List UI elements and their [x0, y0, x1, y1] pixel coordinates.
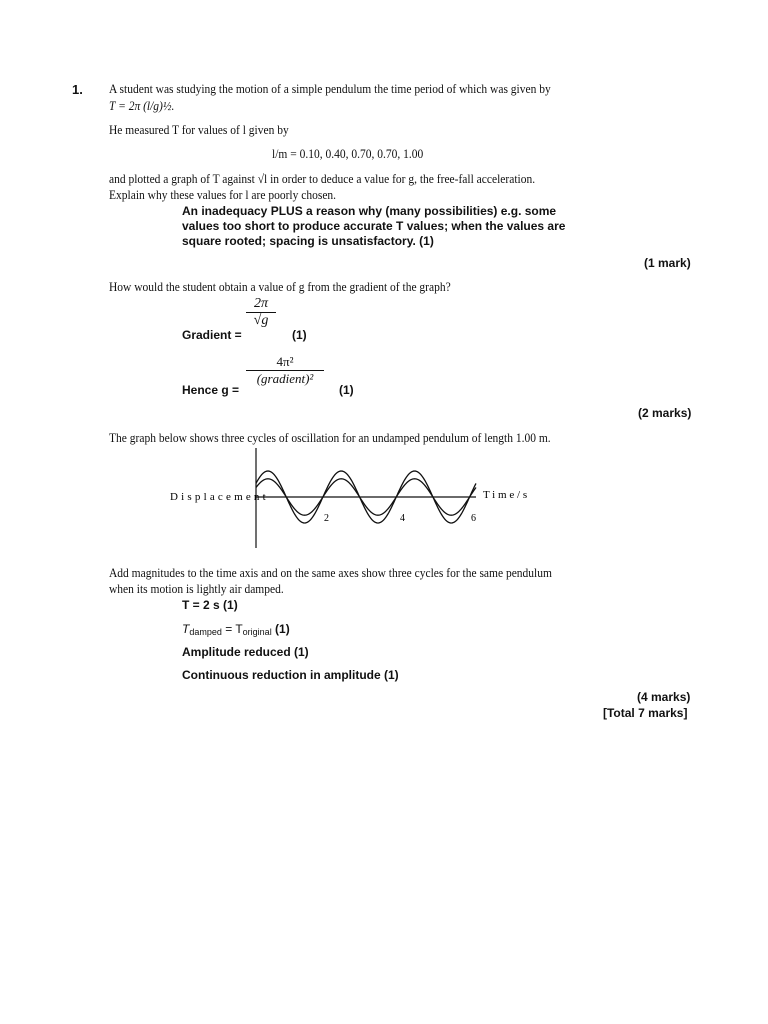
marks-4: (4 marks) — [637, 690, 691, 704]
hence-fraction — [246, 354, 324, 387]
oscillation-graph — [160, 440, 540, 555]
question-number: 1. — [72, 82, 83, 97]
measured-text: He measured T for values of l given by — [109, 123, 289, 137]
gradient-numerator: 2π — [253, 296, 268, 311]
answer-continuous: Continuous reduction in amplitude (1) — [182, 668, 399, 682]
hence-mark: (1) — [339, 383, 354, 397]
subscript-original: original — [242, 627, 272, 637]
marks-1: (1 mark) — [644, 256, 691, 270]
hence-label: Hence g = — [182, 383, 240, 397]
answer1-line1: An inadequacy PLUS a reason why (many possibilities) e.g. some — [182, 204, 557, 218]
tick-label-6: 6 — [471, 513, 476, 524]
part2-question: How would the student obtain a value of g from the gradient of the graph? — [109, 280, 451, 294]
question-intro: A student was studying the motion of a simple pendulum the time period of which was given by — [109, 82, 551, 96]
marks-2: (2 marks) — [638, 406, 692, 420]
mark-1: (1) — [271, 622, 290, 636]
period-formula: T = 2π (l/g)½. — [109, 99, 175, 113]
answer-amplitude: Amplitude reduced (1) — [182, 645, 309, 659]
task-line2: when its motion is lightly air damped. — [109, 582, 284, 596]
answer-period: T = 2 s (1) — [182, 598, 238, 612]
tick-label-2: 2 — [324, 513, 329, 524]
t-symbol-1: T — [182, 622, 190, 636]
hence-denominator: (gradient)² — [246, 370, 324, 387]
plotted-text: and plotted a graph of T against √l in order to deduce a value for g, the free-fall acceleration. — [109, 172, 536, 186]
total-marks: [Total 7 marks] — [603, 706, 688, 720]
gradient-mark: (1) — [292, 328, 307, 342]
gradient-label: Gradient = — [182, 328, 242, 342]
equals-t: = T — [221, 622, 243, 636]
answer-period-equal — [182, 622, 290, 637]
subscript-damped: damped — [189, 627, 222, 637]
gradient-denominator: √g — [246, 312, 276, 329]
task-line1: Add magnitudes to the time axis and on the same axes show three cycles for the same pendulum — [109, 566, 552, 580]
explain-text: Explain why these values for l are poorly chosen. — [109, 188, 337, 202]
y-axis-label: Displacement — [170, 491, 269, 503]
answer1-line3: square rooted; spacing is unsatisfactory. (1) — [182, 234, 434, 248]
x-axis-label: Time/s — [483, 489, 530, 501]
part3-intro: The graph below shows three cycles of oscillation for an undamped pendulum of length 1.00 m. — [109, 431, 551, 445]
gradient-fraction — [246, 296, 276, 329]
lengths-list: l/m = 0.10, 0.40, 0.70, 0.70, 1.00 — [272, 147, 424, 161]
hence-numerator: 4π² — [276, 354, 294, 369]
answer1-line2: values too short to produce accurate T values; when the values are — [182, 219, 566, 233]
tick-label-4: 4 — [400, 513, 405, 524]
